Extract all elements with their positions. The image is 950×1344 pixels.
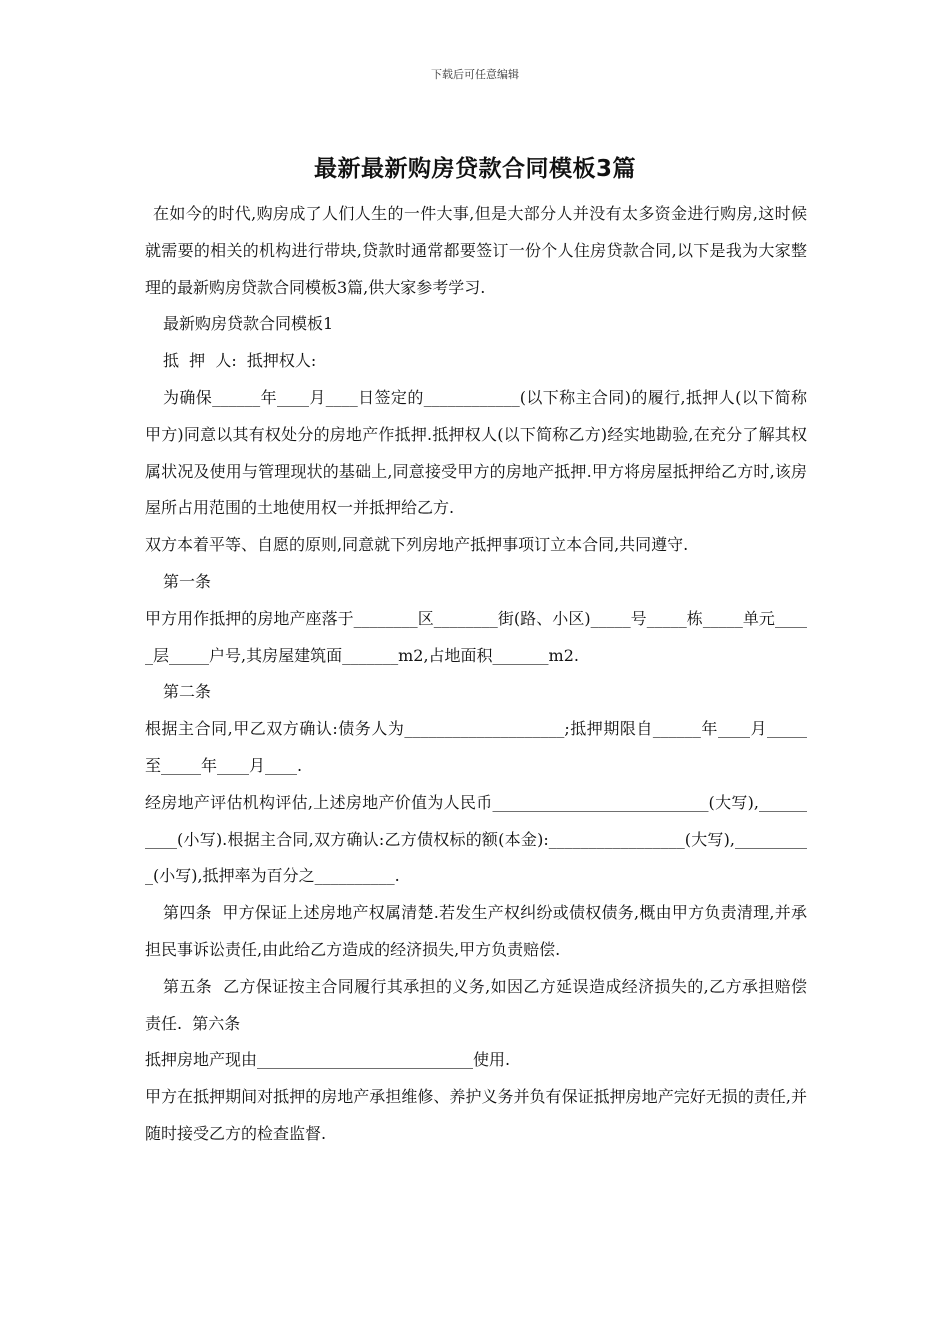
article-2-heading: 第二条: [163, 682, 212, 702]
document-body: [145, 196, 807, 1153]
intro-paragraph: 在如今的时代,购房成了人们人生的一件大事,但是大部分人并没有太多资金进行购房,这时候就需要的相关的机构进行带块,贷款时通常都要签订一份个人住房贷款合同,以下是我为大家整理的最新购房贷款合同模板3篇,供大家参考学习.: [145, 204, 807, 297]
header-note: 下载后可任意编辑: [431, 68, 519, 81]
article-4-paragraph: 第四条 甲方保证上述房地产权属清楚.若发生产权纠纷或债权债务,概由甲方负责清理,并承担民事诉讼责任,由此给乙方造成的经济损失,甲方负责赔偿.: [145, 903, 807, 959]
property-use-line: 抵押房地产现由___________________________使用.: [145, 1050, 511, 1070]
valuation-paragraph: 经房地产评估机构评估,上述房地产价值为人民币___________________________(大写),__________(小写).根据主合同,双方确认:乙方债权标的额(本金):_________________(大写),__________(小写),抵押率为百分之__________.: [145, 792, 807, 886]
mutual-agreement-paragraph: 双方本着平等、自愿的原则,同意就下列房地产抵押事项订立本合同,共同遵守.: [145, 535, 689, 555]
section-heading-template-1: 最新购房贷款合同模板1: [163, 314, 334, 334]
article-5-paragraph: 第五条 乙方保证按主合同履行其承担的义务,如因乙方延误造成经济损失的,乙方承担赔偿责任. 第六条: [145, 976, 807, 1033]
mortgage-purpose-paragraph: 为确保______年____月____日签定的____________(以下称主合同)的履行,抵押人(以下简称甲方)同意以其有权处分的房地产作抵押.抵押权人(以下简称乙方)经实地勘验,在充分了解其权属状况及使用与管理现状的基础上,同意接受甲方的房地产抵押.甲方将房屋抵押给乙方时,该房屋所占用范围的土地使用权一并抵押给乙方.: [145, 387, 807, 518]
maintenance-paragraph: 甲方在抵押期间对抵押的房地产承担维修、养护义务并负有保证抵押房地产完好无损的责任,并随时接受乙方的检查监督.: [145, 1087, 807, 1143]
article-2-body: 根据主合同,甲乙双方确认:债务人为____________________;抵押期限自______年____月_____至_____年____月____.: [145, 719, 807, 775]
document-title: 最新最新购房贷款合同模板3篇: [313, 156, 636, 182]
article-1-heading: 第一条: [163, 571, 212, 591]
parties-line: 抵 押 人: 抵押权人:: [163, 351, 317, 371]
article-1-body: 甲方用作抵押的房地产座落于________区________街(路、小区)_____号_____栋_____单元_____层_____户号,其房屋建筑面_______m2,占地面积_______m2.: [145, 608, 807, 665]
